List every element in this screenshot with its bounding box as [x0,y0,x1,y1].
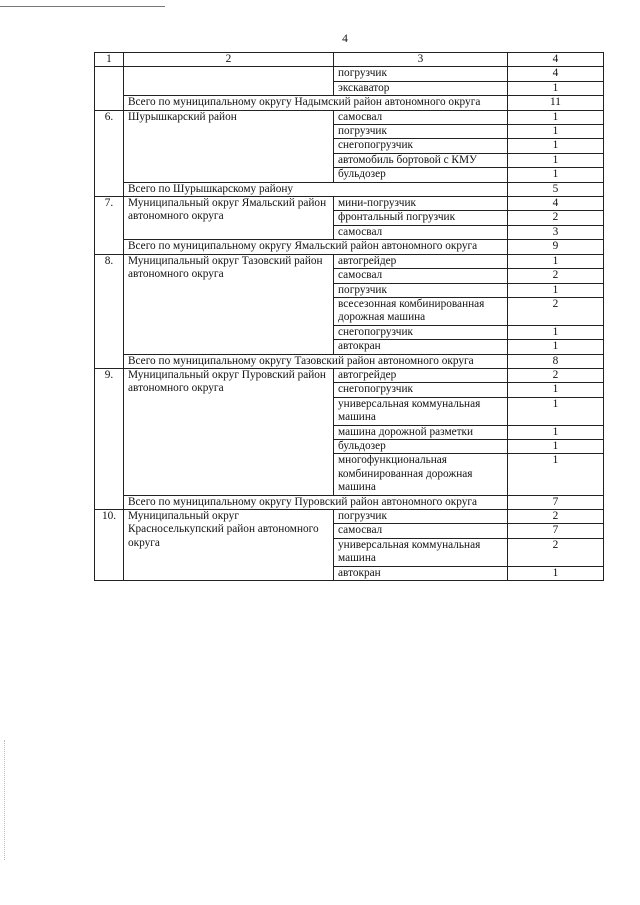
row-number-cell: 7. [95,197,124,255]
equipment-cell: машина дорожной разметки [334,425,508,439]
district-cell: Муниципальный округ Красноселькупский район автономного округа [124,510,334,581]
total-label: Всего по муниципальному округу Тазовский район автономного округа [124,354,508,368]
row-number-cell [95,67,124,110]
count-cell: 4 [508,67,604,81]
district-cell: Муниципальный округ Тазовский район автономного округа [124,254,334,354]
header-cell: 2 [124,53,334,67]
equipment-cell: экскаватор [334,81,508,95]
count-cell: 1 [508,81,604,95]
total-value: 7 [508,495,604,509]
equipment-cell: самосвал [334,110,508,124]
table-row [95,67,604,81]
count-cell: 2 [508,269,604,283]
header-cell: 3 [334,53,508,67]
row-number-cell: 6. [95,110,124,196]
equipment-cell: самосвал [334,524,508,538]
district-cell: Муниципальный округ Ямальский район автономного округа [124,197,334,240]
count-cell: 1 [508,454,604,495]
total-value: 5 [508,182,604,196]
equipment-cell: самосвал [334,269,508,283]
equipment-cell: погрузчик [334,510,508,524]
count-cell: 4 [508,197,604,211]
row-number-cell: 10. [95,510,124,581]
equipment-cell: мини-погрузчик [334,197,508,211]
district-cell: Шурышкарский район [124,110,334,182]
count-cell: 1 [508,340,604,354]
equipment-cell: фронтальный погрузчик [334,211,508,225]
table-row [95,368,604,382]
count-cell: 1 [508,397,604,425]
header-cell: 4 [508,53,604,67]
equipment-cell: погрузчик [334,125,508,139]
equipment-cell: бульдозер [334,168,508,182]
equipment-cell: снегопогрузчик [334,139,508,153]
equipment-cell: погрузчик [334,67,508,81]
table-row [95,254,604,268]
equipment-cell: бульдозер [334,439,508,453]
total-row [95,240,604,254]
district-cell [124,67,334,96]
total-row [95,495,604,509]
total-value: 8 [508,354,604,368]
row-number-cell: 9. [95,368,124,509]
equipment-cell: погрузчик [334,283,508,297]
table-row [95,510,604,524]
count-cell: 1 [508,168,604,182]
count-cell: 1 [508,139,604,153]
total-row [95,96,604,110]
count-cell: 1 [508,153,604,167]
equipment-cell: автогрейдер [334,368,508,382]
count-cell: 1 [508,325,604,339]
count-cell: 7 [508,524,604,538]
header-cell: 1 [95,53,124,67]
count-cell: 1 [508,283,604,297]
count-cell: 3 [508,225,604,239]
total-label: Всего по муниципальному округу Пуровский район автономного округа [124,495,508,509]
equipment-cell: многофункциональная комбинированная дорожная машина [334,454,508,495]
header-row [95,53,604,67]
count-cell: 1 [508,425,604,439]
equipment-cell: автокран [334,566,508,580]
count-cell: 1 [508,566,604,580]
header-rule [0,6,165,7]
equipment-table [94,52,604,581]
equipment-cell: всесезонная комбинированная дорожная машина [334,297,508,325]
page-number: 4 [342,33,348,45]
total-label: Всего по Шурышкарскому району [124,182,508,196]
equipment-cell: универсальная коммунальная машина [334,397,508,425]
equipment-cell: автогрейдер [334,254,508,268]
total-row [95,182,604,196]
equipment-cell: универсальная коммунальная машина [334,538,508,566]
count-cell: 2 [508,297,604,325]
total-label: Всего по муниципальному округу Ямальский район автономного округа [124,240,508,254]
equipment-cell: автокран [334,340,508,354]
count-cell: 1 [508,383,604,397]
total-row [95,354,604,368]
table-row [95,197,604,211]
count-cell: 2 [508,368,604,382]
total-label: Всего по муниципальному округу Надымский район автономного округа [124,96,508,110]
table-row [95,110,604,124]
count-cell: 2 [508,510,604,524]
equipment-cell: снегопогрузчик [334,383,508,397]
row-number-cell: 8. [95,254,124,368]
count-cell: 2 [508,538,604,566]
count-cell: 2 [508,211,604,225]
district-cell: Муниципальный округ Пуровский район автономного округа [124,368,334,495]
equipment-cell: автомобиль бортовой с КМУ [334,153,508,167]
count-cell: 1 [508,125,604,139]
total-value: 11 [508,96,604,110]
count-cell: 1 [508,439,604,453]
equipment-cell: самосвал [334,225,508,239]
count-cell: 1 [508,254,604,268]
scan-margin-marks [4,740,6,860]
equipment-cell: снегопогрузчик [334,325,508,339]
total-value: 9 [508,240,604,254]
count-cell: 1 [508,110,604,124]
